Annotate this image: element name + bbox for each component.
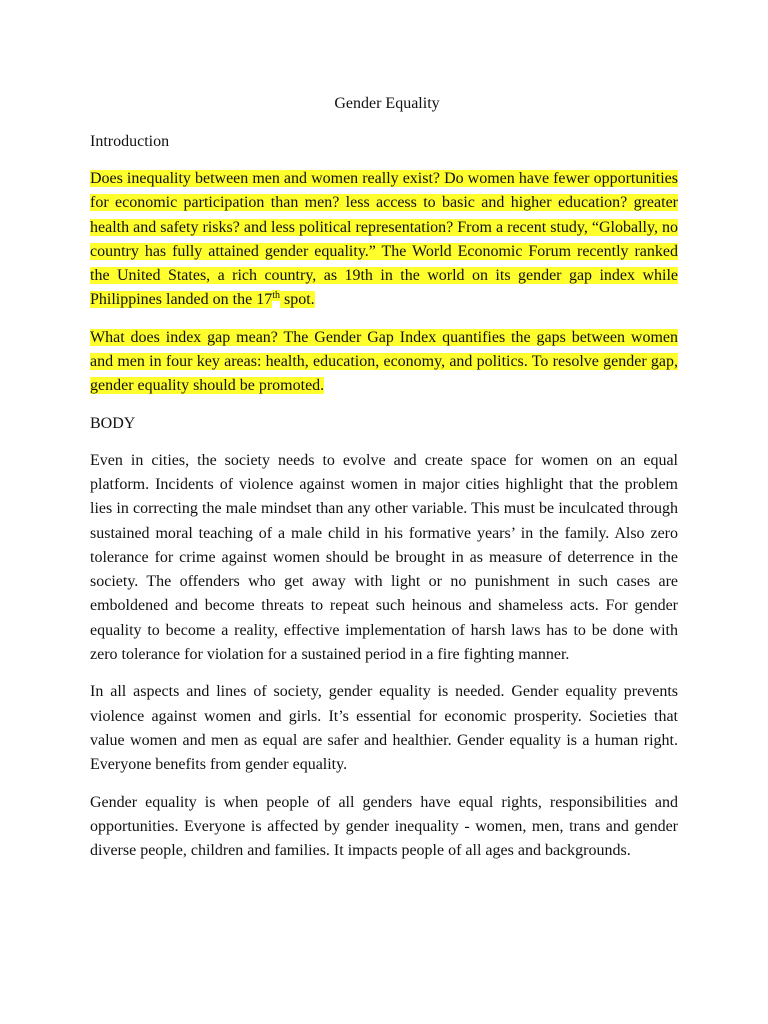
intro-paragraph-2 — [90, 326, 678, 399]
introduction-heading: Introduction — [90, 133, 170, 150]
ordinal-superscript: th — [272, 290, 280, 302]
intro-paragraph-1 — [90, 167, 678, 313]
body-heading: BODY — [90, 414, 136, 432]
body-paragraph-3: Gender equality is when people of all genders have equal rights, responsibilities and opportunities. Everyone is affected by gender inequality - women, men, trans and gender diverse people, children and families. It impacts people of all ages and backgrounds. — [90, 793, 678, 860]
intro-paragraph-2-text: What does index gap mean? The Gender Gap Index quantifies the gaps between women and men in four key areas: health, education, economy, and politics. To resolve gender gap, gender equality should be promoted. — [90, 328, 678, 395]
intro-paragraph-1-end: spot. — [279, 291, 315, 309]
document-title: Gender Equality — [334, 95, 440, 112]
body-paragraph-2: In all aspects and lines of society, gender equality is needed. Gender equality prevents violence against women and girls. It’s essential for economic prosperity. Societies that value women and men as equal are safer and healthier. Gender equality is a human right. Everyone benefits from gender equality. — [90, 683, 678, 774]
body-paragraph-1: Even in cities, the society needs to evolve and create space for women on an equal platform. Incidents of violence against women in major cities highlight that the problem lies in correcting the male mindset than any other variable. This must be inculcated through sustained moral teaching of a male child in his formative years’ in the family. Also zero tolerance for crime against women should be brought in as measure of deterrence in the society. The offenders who get away with light or no punishment in such cases are emboldened and become threats to repeat such heinous and shameless acts. For gender equality to become a reality, effective implementation of harsh laws has to be done with zero tolerance for violation for a sustained period in a fire fighting manner. — [90, 451, 678, 664]
intro-paragraph-1-text: Does inequality between men and women really exist? Do women have fewer opportunities for economic participation than men? less access to basic and higher education? greater health and safety risks? and less political representation? From a recent study, “Globally, no country has fully attained gender equality.” The World Economic Forum recently ranked the United States, a rich country, as 19th in the world on its gender gap index while Philippines landed on the 17 — [90, 170, 678, 309]
